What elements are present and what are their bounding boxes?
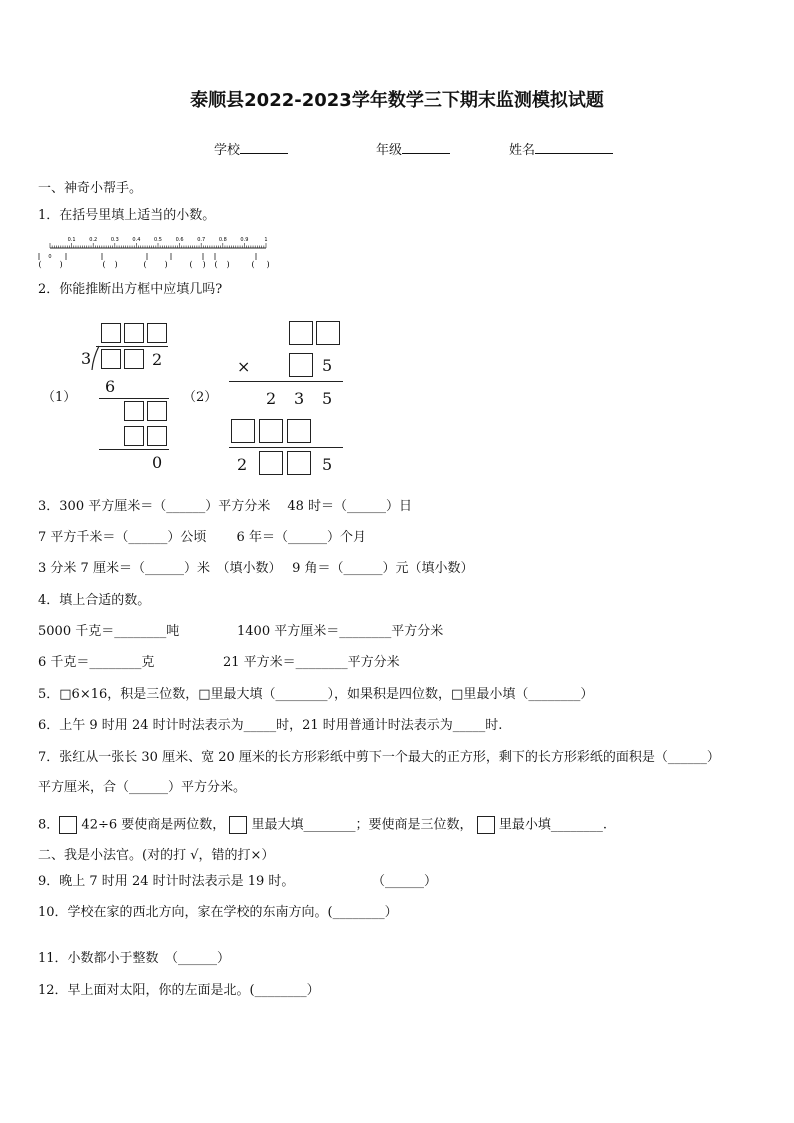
number-line-tick-label: 0.1 bbox=[67, 237, 76, 243]
multiplier-box[interactable] bbox=[289, 353, 313, 377]
number-line-tick-label: 0.6 bbox=[175, 237, 184, 243]
partial-digit-2: 3 bbox=[294, 389, 305, 408]
q8-part-a: 42÷6 要使商是两位数， bbox=[81, 817, 226, 833]
grade-blank bbox=[402, 141, 450, 154]
mul-line-2 bbox=[229, 447, 343, 448]
q7-line-1: 7．张红从一张长 30 厘米、宽 20 厘米的长方形彩纸中剪下一个最大的正方形，剩下的长方形彩纸的面积是（______） bbox=[38, 750, 720, 765]
q8-line bbox=[38, 816, 607, 835]
q1-text: 1．在括号里填上适当的小数。 bbox=[38, 208, 216, 223]
quotient-box-3[interactable] bbox=[147, 323, 167, 343]
multiplicand-box-2[interactable] bbox=[316, 321, 340, 345]
q12-text: 12．早上面对太阳，你的左面是北。(________） bbox=[38, 983, 320, 998]
number-line-paren: ) bbox=[59, 260, 63, 269]
school-label: 学校 bbox=[214, 143, 241, 158]
partial-digit-3: 5 bbox=[322, 389, 333, 408]
division-line-1 bbox=[99, 398, 169, 399]
q6-text: 6．上午 9 时用 24 时计时法表示为_____时，21 时用普通计时法表示为_____时. bbox=[38, 718, 503, 733]
mul-line-1 bbox=[229, 381, 343, 382]
number-line-tick-label: 0.3 bbox=[110, 237, 119, 243]
product-box-2[interactable] bbox=[147, 426, 167, 446]
q8-box-1[interactable] bbox=[59, 816, 77, 834]
division-line-2 bbox=[99, 449, 169, 450]
q9-answer: （______） bbox=[372, 874, 438, 889]
result-box-1[interactable] bbox=[259, 451, 283, 475]
partial-digit-1: 2 bbox=[266, 389, 277, 408]
number-line-paren: ( bbox=[38, 260, 42, 269]
partial2-box-1[interactable] bbox=[231, 419, 255, 443]
number-line-paren: ) bbox=[226, 260, 230, 269]
q7-line-2: 平方厘米，合（______）平方分米。 bbox=[38, 780, 247, 795]
number-line-paren: ( bbox=[102, 260, 106, 269]
dividend-box-1[interactable] bbox=[101, 349, 121, 369]
partial-six: 6 bbox=[105, 377, 116, 396]
number-line-paren: ) bbox=[266, 260, 270, 269]
number-line-tick-label: 0.7 bbox=[197, 237, 206, 243]
grade-field bbox=[376, 141, 450, 160]
number-line-tick-label: 1 bbox=[264, 237, 268, 243]
number-line-paren: ( bbox=[251, 260, 255, 269]
q4-item-b: 1400 平方厘米＝________平方分米 bbox=[237, 624, 444, 639]
q4-item-c: 6 千克＝________克 bbox=[38, 655, 155, 670]
partial2-box-2[interactable] bbox=[259, 419, 283, 443]
number-line-tick-label: 0.4 bbox=[132, 237, 141, 243]
remainder-box-1[interactable] bbox=[124, 401, 144, 421]
number-line-paren: ) bbox=[164, 260, 168, 269]
q8-box-3[interactable] bbox=[477, 816, 495, 834]
result-last-digit: 5 bbox=[322, 455, 333, 474]
q3-line-3: 3 分米 7 厘米＝（______）米 （填小数） 9 角＝（______）元（填小数） bbox=[38, 561, 474, 576]
quotient-box-1[interactable] bbox=[101, 323, 121, 343]
number-line-paren: ) bbox=[114, 260, 118, 269]
divisor: 3 bbox=[81, 349, 92, 368]
dividend-box-2[interactable] bbox=[124, 349, 144, 369]
q8-number: 8． bbox=[38, 817, 60, 833]
name-blank bbox=[535, 141, 613, 154]
name-field bbox=[509, 141, 613, 160]
number-line-tick-label: 0.8 bbox=[218, 237, 227, 243]
q11-text: 11．小数都小于整数 （______） bbox=[38, 951, 231, 966]
name-label: 姓名 bbox=[509, 143, 536, 158]
q5-text: 5．□6×16，积是三位数，□里最大填（________），如果积是四位数，□里最小填（________） bbox=[38, 687, 594, 702]
result-box-2[interactable] bbox=[287, 451, 311, 475]
q2-label-1: （1） bbox=[42, 390, 77, 405]
division-remainder: 0 bbox=[152, 453, 163, 472]
number-line-paren: ) bbox=[202, 260, 206, 269]
q3-line-2: 7 平方千米＝（______）公顷 6 年＝（______）个月 bbox=[38, 530, 366, 545]
q4-item-a: 5000 千克＝________吨 bbox=[38, 624, 180, 639]
partial2-box-3[interactable] bbox=[287, 419, 311, 443]
q2-text: 2．你能推断出方框中应填几吗? bbox=[38, 282, 223, 297]
q4-item-d: 21 平方米＝________平方分米 bbox=[223, 655, 400, 670]
q8-part-b: 里最大填________；要使商是三位数， bbox=[251, 817, 473, 833]
dividend-digit: 2 bbox=[152, 350, 163, 369]
section1-heading: 一、神奇小帮手。 bbox=[38, 181, 143, 196]
page-title: 泰顺县2022-2023学年数学三下期末监测模拟试题 bbox=[190, 90, 604, 111]
q2-label-2: （2） bbox=[183, 390, 218, 405]
remainder-box-2[interactable] bbox=[147, 401, 167, 421]
q4-text: 4．填上合适的数。 bbox=[38, 593, 151, 608]
q9-text: 9．晚上 7 时用 24 时计时法表示是 19 时。 bbox=[38, 874, 295, 889]
number-line-paren: ( bbox=[143, 260, 147, 269]
school-field bbox=[214, 141, 288, 160]
quotient-box-2[interactable] bbox=[124, 323, 144, 343]
number-line bbox=[38, 234, 276, 270]
section2-heading: 二、我是小法官。(对的打 √，错的打×） bbox=[38, 848, 275, 863]
times-sign: × bbox=[237, 357, 251, 376]
number-line-tick-label: 0.9 bbox=[240, 237, 249, 243]
number-line-paren: ( bbox=[189, 260, 193, 269]
number-line-paren: ( bbox=[214, 260, 218, 269]
result-first-digit: 2 bbox=[237, 455, 248, 474]
q10-text: 10．学校在家的西北方向，家在学校的东南方向。(________） bbox=[38, 905, 398, 920]
division-bar bbox=[96, 346, 168, 347]
division-bracket bbox=[91, 346, 101, 372]
number-line-tick-label: 0.5 bbox=[154, 237, 162, 243]
number-line-tick-label: 0 bbox=[48, 254, 52, 260]
multiplier-five: 5 bbox=[322, 356, 333, 375]
q8-box-2[interactable] bbox=[229, 816, 247, 834]
grade-label: 年级 bbox=[376, 143, 403, 158]
school-blank bbox=[240, 141, 288, 154]
q8-part-c: 里最小填________. bbox=[498, 817, 607, 833]
number-line-tick-label: 0.2 bbox=[89, 237, 98, 243]
multiplicand-box-1[interactable] bbox=[289, 321, 313, 345]
product-box-1[interactable] bbox=[124, 426, 144, 446]
q3-line-1: 3．300 平方厘米＝（______）平方分米 48 时＝（______）日 bbox=[38, 499, 413, 514]
